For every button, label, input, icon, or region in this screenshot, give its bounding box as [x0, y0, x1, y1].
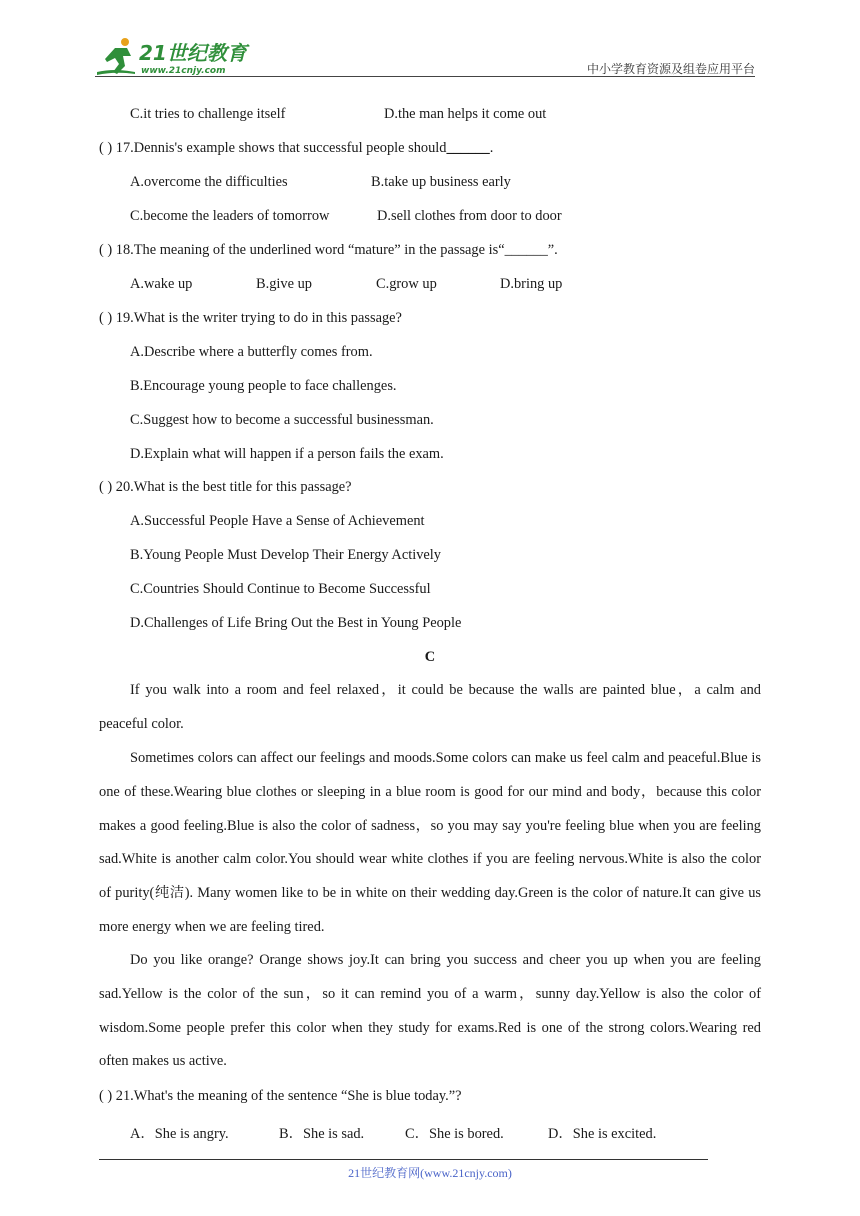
page-header: [95, 30, 755, 78]
q17-text: ( ) 17.Dennis's example shows that successful people should: [99, 140, 447, 156]
q17-option-b: B.take up business early: [371, 174, 511, 190]
q19-option-b: B.Encourage young people to face challenges.: [130, 378, 397, 394]
footer-text: 21世纪教育网(www.21cnjy.com): [348, 1166, 512, 1180]
q19-question: ( ) 19.What is the writer trying to do in this passage?: [99, 310, 402, 326]
q21-option-a: A．She is angry.: [130, 1126, 229, 1142]
header-divider: [95, 76, 755, 77]
q20-option-b: B.Young People Must Develop Their Energy Actively: [130, 547, 441, 563]
q20-option-c: C.Countries Should Continue to Become Successful: [130, 581, 431, 597]
runner-logo-icon: [95, 34, 265, 78]
section-c-title: C: [424, 649, 436, 665]
q18-option-d: D.bring up: [500, 276, 563, 292]
footer-divider: [99, 1159, 708, 1160]
q18-option-a: A.wake up: [130, 276, 193, 292]
q17-option-c: C.become the leaders of tomorrow: [130, 208, 330, 224]
q17-option-d: D.sell clothes from door to door: [377, 208, 562, 224]
q17-blank: ______: [446, 140, 490, 156]
q21-option-d: D．She is excited.: [548, 1126, 657, 1142]
q20-option-a: A.Successful People Have a Sense of Achievement: [130, 513, 425, 529]
q19-option-c: C.Suggest how to become a successful businessman.: [130, 412, 434, 428]
q17-suffix: .: [489, 140, 494, 156]
q19-option-a: A.Describe where a butterfly comes from.: [130, 344, 373, 360]
q17-question: [99, 140, 493, 157]
q21-option-b: B．She is sad.: [279, 1126, 365, 1142]
q20-option-d: D.Challenges of Life Bring Out the Best in Young People: [130, 615, 462, 631]
q17-option-a: A.overcome the difficulties: [130, 174, 288, 190]
logo-url: www.21cnjy.com: [141, 66, 226, 76]
q16-option-c: C.it tries to challenge itself: [130, 106, 286, 122]
logo-text: 21世纪教育: [139, 41, 247, 65]
header-platform-text: 中小学教育资源及组卷应用平台: [586, 62, 755, 76]
q21-option-c: C．She is bored.: [405, 1126, 504, 1142]
q19-option-d: D.Explain what will happen if a person fails the exam.: [130, 446, 444, 462]
passage-paragraph-3: Do you like orange? Orange shows joy.It can bring you success and cheer you up when you are feeling sad.Yellow is the color of the sun，so it can remind you of a warm，sunny day.Yellow is also the color of wisdom.Some people prefer this color when they study for exams.Red is one of the strong colors.Wearing red often makes us active.: [99, 952, 761, 1070]
q18-question: ( ) 18.The meaning of the underlined word “mature” in the passage is“______”.: [99, 242, 558, 258]
q18-option-b: B.give up: [256, 276, 312, 292]
q21-question: ( ) 21.What's the meaning of the sentence “She is blue today.”?: [99, 1088, 462, 1104]
passage-paragraph-1: If you walk into a room and feel relaxed，it could be because the walls are painted blue，a calm and peaceful color.: [99, 682, 761, 732]
q20-question: ( ) 20.What is the best title for this passage?: [99, 479, 352, 495]
passage-paragraph-2: Sometimes colors can affect our feelings and moods.Some colors can make us feel calm and peaceful.Blue is one of these.Wearing blue clothes or sleeping in a blue room is good for our mind and body，because this color makes a good feeling.Blue is also the color of sadness，so you may say you're feeling blue when you are feeling sad.White is another calm color.You should wear white clothes if you are feeling nervous.White is also the color of purity(纯洁). Many women like to be in white on their wedding day.Green is the color of nature.It can give us more energy when we are feeling tired.: [99, 750, 761, 935]
q16-option-d: D.the man helps it come out: [384, 106, 547, 122]
q18-option-c: C.grow up: [376, 276, 437, 292]
site-logo: [95, 34, 265, 78]
